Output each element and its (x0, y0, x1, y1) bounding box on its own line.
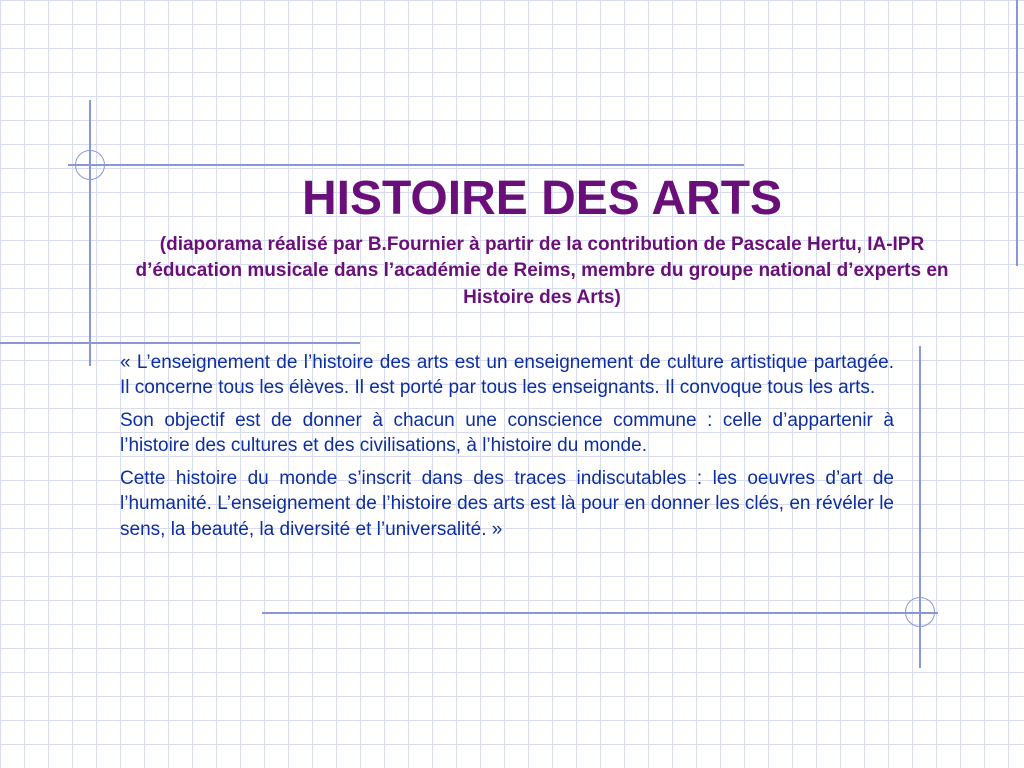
lower-horizontal-line (262, 612, 938, 614)
upper-left-crosshair-circle (75, 150, 105, 180)
slide-subtitle: (diaporama réalisé par B.Fournier à partir de la contribution de Pascale Hertu, IA-IPR d’éducation musicale dans l’académie de Reims, membre du groupe national d’experts en Histoire des Arts) (135, 233, 949, 308)
left-vertical-line (89, 100, 91, 366)
paragraph-1: « L’enseignement de l’histoire des arts est un enseignement de culture artistique partagée. Il concerne tous les élèves. Il est porté par tous les enseignants. Il convoque tous les arts. (120, 352, 894, 399)
top-right-tile-squares (160, 0, 1024, 18)
title-block (110, 172, 974, 312)
paragraph-3: Cette histoire du monde s’inscrit dans des traces indiscutables : les oeuvres d’art de l’humanité. L’enseignement de l’histoire des arts est là pour en donner les clés, en révéler le sens, la beauté, la diversité et l’universalité. » (120, 467, 894, 540)
right-vertical-line (1016, 0, 1018, 266)
slide-title: HISTOIRE DES ARTS (301, 172, 783, 225)
middle-horizontal-line (0, 342, 360, 344)
upper-horizontal-line (68, 164, 744, 166)
paragraph-2: Son objectif est de donner à chacun une conscience commune : celle d’appartenir à l’histoire des cultures et des civilisations, à l’histoire du monde. (120, 409, 894, 457)
lower-right-crosshair-circle (905, 597, 935, 627)
body-text (120, 350, 894, 549)
